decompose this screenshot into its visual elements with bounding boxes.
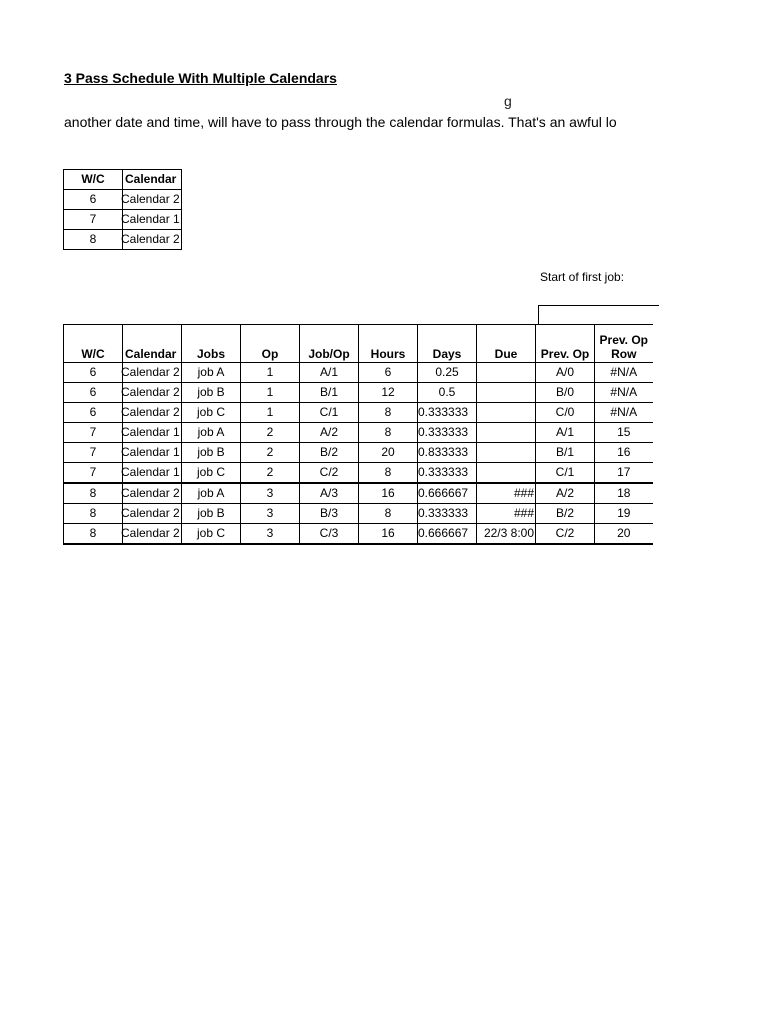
wc-cell: 7 [64, 210, 123, 230]
days-cell: 0.666667 [418, 483, 477, 504]
wc-cell: 6 [64, 363, 123, 383]
hours-cell: 8 [359, 403, 418, 423]
hours-cell: 8 [359, 463, 418, 484]
op-cell: 1 [241, 403, 300, 423]
wc-calendar-table [63, 169, 182, 250]
due-cell: ### [477, 504, 536, 524]
prev-op-cell: C/1 [536, 463, 595, 484]
jobs-cell: job B [182, 383, 241, 403]
schedule-row [64, 524, 653, 545]
due-cell [477, 403, 536, 423]
wc-cell: 6 [64, 403, 123, 423]
job-op-cell: C/3 [300, 524, 359, 545]
calendar-cell: Calendar 1 [123, 423, 182, 443]
col-header-hours: Hours [359, 325, 418, 363]
schedule-row [64, 423, 653, 443]
wc-cell: 7 [64, 423, 123, 443]
days-cell: 0.666667 [418, 524, 477, 545]
op-cell: 1 [241, 363, 300, 383]
wc-row [64, 190, 182, 210]
schedule-row [64, 363, 653, 383]
calendar-cell: Calendar 1 [123, 463, 182, 484]
col-header-wc: W/C [64, 325, 123, 363]
calendar-cell: Calendar 2 [123, 504, 182, 524]
prev-op-cell: A/1 [536, 423, 595, 443]
hours-cell: 6 [359, 363, 418, 383]
intro-paragraph [64, 93, 658, 138]
due-cell [477, 463, 536, 484]
prev-op-cell: C/0 [536, 403, 595, 423]
prev-op-cell: B/1 [536, 443, 595, 463]
due-cell [477, 363, 536, 383]
calendar-header: Calendar [123, 170, 182, 190]
calendar-cell: Calendar 2 [123, 383, 182, 403]
jobs-cell: job B [182, 504, 241, 524]
calendar-cell: Calendar 2 [123, 190, 182, 210]
schedule-row [64, 483, 653, 504]
schedule-row [64, 403, 653, 423]
calendar-cell: Calendar 1 [123, 210, 182, 230]
schedule-row [64, 463, 653, 484]
calendar-cell: Calendar 2 [123, 403, 182, 423]
schedule-row [64, 383, 653, 403]
days-cell: 0.333333 [418, 403, 477, 423]
days-cell: 0.333333 [418, 423, 477, 443]
prev-op-row-cell: 19 [595, 504, 653, 524]
job-op-cell: C/2 [300, 463, 359, 484]
prev-op-cell: B/0 [536, 383, 595, 403]
prev-op-row-cell: 15 [595, 423, 653, 443]
hours-cell: 12 [359, 383, 418, 403]
col-header-calendar: Calendar [123, 325, 182, 363]
jobs-cell: job A [182, 363, 241, 383]
hours-cell: 16 [359, 483, 418, 504]
op-cell: 2 [241, 423, 300, 443]
job-op-cell: A/2 [300, 423, 359, 443]
days-cell: 0.833333 [418, 443, 477, 463]
hours-cell: 8 [359, 423, 418, 443]
jobs-cell: job A [182, 483, 241, 504]
prev-op-cell: A/2 [536, 483, 595, 504]
wc-cell: 6 [64, 383, 123, 403]
job-op-cell: B/3 [300, 504, 359, 524]
op-cell: 2 [241, 443, 300, 463]
op-cell: 2 [241, 463, 300, 484]
job-op-cell: C/1 [300, 403, 359, 423]
calendar-cell: Calendar 2 [123, 230, 182, 250]
document-title: 3 Pass Schedule With Multiple Calendars [64, 70, 337, 86]
col-header-prev-op-row: Prev. Op Row [595, 325, 653, 363]
prev-op-row-cell: 17 [595, 463, 653, 484]
schedule-row [64, 504, 653, 524]
job-op-cell: B/1 [300, 383, 359, 403]
paragraph-line: another date and time, will have to pass through the calendar formulas. That's an awful lo [64, 114, 617, 130]
schedule-table [63, 324, 653, 545]
prev-op-cell: C/2 [536, 524, 595, 545]
op-cell: 3 [241, 483, 300, 504]
wc-header: W/C [64, 170, 123, 190]
calendar-cell: Calendar 2 [123, 483, 182, 504]
due-cell [477, 423, 536, 443]
start-of-first-job-label: Start of first job: [540, 270, 625, 284]
job-op-cell: A/3 [300, 483, 359, 504]
job-op-cell: A/1 [300, 363, 359, 383]
calendar-cell: Calendar 2 [123, 524, 182, 545]
wc-cell: 7 [64, 443, 123, 463]
col-header-days: Days [418, 325, 477, 363]
days-cell: 0.333333 [418, 463, 477, 484]
col-header-jobs: Jobs [182, 325, 241, 363]
calendar-cell: Calendar 2 [123, 363, 182, 383]
due-cell [477, 383, 536, 403]
wc-row [64, 210, 182, 230]
col-header-op: Op [241, 325, 300, 363]
jobs-cell: job C [182, 524, 241, 545]
start-of-first-job-cell[interactable] [538, 305, 659, 325]
wc-row [64, 230, 182, 250]
due-cell [477, 443, 536, 463]
prev-op-row-cell: 16 [595, 443, 653, 463]
prev-op-row-cell: #N/A [595, 403, 653, 423]
hours-cell: 20 [359, 443, 418, 463]
days-cell: 0.333333 [418, 504, 477, 524]
calendar-cell: Calendar 1 [123, 443, 182, 463]
op-cell: 1 [241, 383, 300, 403]
prev-op-cell: A/0 [536, 363, 595, 383]
prev-op-cell: B/2 [536, 504, 595, 524]
jobs-cell: job A [182, 423, 241, 443]
jobs-cell: job B [182, 443, 241, 463]
job-op-cell: B/2 [300, 443, 359, 463]
col-header-job-op: Job/Op [300, 325, 359, 363]
wc-cell: 8 [64, 230, 123, 250]
prev-op-row-cell: #N/A [595, 363, 653, 383]
schedule-row [64, 443, 653, 463]
wc-cell: 8 [64, 504, 123, 524]
op-cell: 3 [241, 504, 300, 524]
due-cell: 22/3 8:00 [477, 524, 536, 545]
prev-op-row-cell: 20 [595, 524, 653, 545]
due-cell: ### [477, 483, 536, 504]
wc-cell: 8 [64, 483, 123, 504]
col-header-due: Due [477, 325, 536, 363]
jobs-cell: job C [182, 403, 241, 423]
prev-op-row-cell: #N/A [595, 383, 653, 403]
col-header-prev-op: Prev. Op [536, 325, 595, 363]
hours-cell: 8 [359, 504, 418, 524]
days-cell: 0.25 [418, 363, 477, 383]
wc-cell: 7 [64, 463, 123, 484]
hours-cell: 16 [359, 524, 418, 545]
prev-op-row-cell: 18 [595, 483, 653, 504]
wc-cell: 8 [64, 524, 123, 545]
wc-cell: 6 [64, 190, 123, 210]
days-cell: 0.5 [418, 383, 477, 403]
jobs-cell: job C [182, 463, 241, 484]
op-cell: 3 [241, 524, 300, 545]
paragraph-clipped-fragment: g [504, 93, 512, 109]
